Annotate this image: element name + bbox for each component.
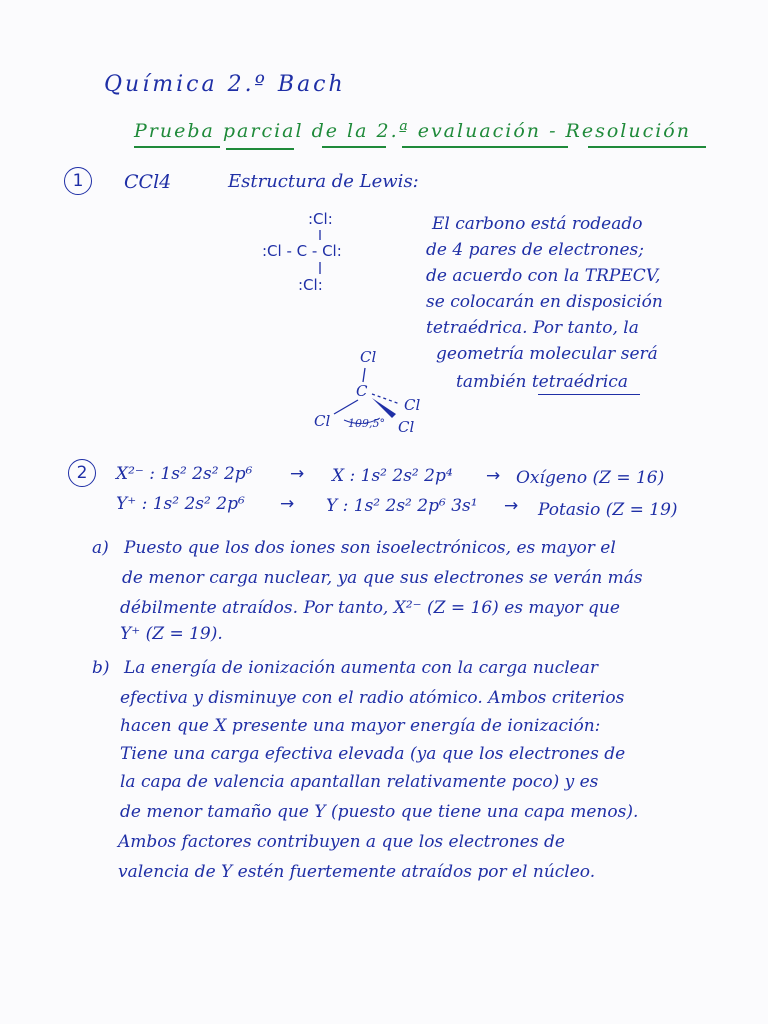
explanation-line: también tetraédrica [456,372,628,392]
explanation-line: tetraédrica. Por tanto, la [426,318,639,338]
lewis-middle: :Cl - C - Cl: [262,242,342,260]
explanation-line: se colocarán en disposición [426,292,663,312]
answer-line: débilmente atraídos. Por tanto, X²⁻ (Z = 16) es mayor que [120,598,620,618]
question-2-number: 2 [68,459,96,487]
answer-line: hacen que X presente una mayor energía de ionización: [120,716,601,736]
explanation-line: geometría molecular será [436,344,658,364]
q2-x-ion: X²⁻ : 1s² 2s² 2p⁶ [116,464,253,484]
q2-y-result: Potasio (Z = 19) [538,500,678,520]
explanation-line: de 4 pares de electrones; [426,240,644,260]
page-subtitle: Prueba parcial de la 2.ª evaluación - Resolución [134,120,691,142]
answer-line: Puesto que los dos iones son isoelectrónicos, es mayor el [124,538,616,558]
q2-y-element: Y : 1s² 2s² 2p⁶ 3s¹ [326,496,478,516]
answer-line: La energía de ionización aumenta con la carga nuclear [124,658,598,678]
arrow-icon: → [486,466,501,486]
geom-angle: 109,5° [348,417,385,430]
answer-line: Ambos factores contribuyen a que los electrones de [118,832,565,852]
question-1-number: 1 [64,167,92,195]
geom-cl-top: Cl [360,348,377,366]
geom-cl-bottom: Cl [398,418,415,436]
explanation-line: El carbono está rodeado [432,214,643,234]
answer-line: de menor carga nuclear, ya que sus electrones se verán más [122,568,643,588]
q1-formula: CCl4 [124,171,172,193]
answer-line: la capa de valencia apantallan relativamente poco) y es [120,772,599,792]
arrow-icon: → [504,496,519,516]
q2-x-result: Oxígeno (Z = 16) [516,468,665,488]
lewis-top: :Cl: [308,210,333,228]
page-title: Química 2.º Bach [104,72,346,97]
q2-y-ion: Y⁺ : 1s² 2s² 2p⁶ [116,494,245,514]
answer-line: Y⁺ (Z = 19). [120,624,223,644]
part-a-label: a) [92,538,109,558]
geom-cl-left: Cl [314,412,331,430]
answer-line: de menor tamaño que Y (puesto que tiene una capa menos). [120,802,639,822]
answer-line: valencia de Y estén fuertemente atraídos por el núcleo. [118,862,596,882]
arrow-icon: → [290,464,305,484]
q1-heading: Estructura de Lewis: [228,171,419,192]
answer-line: Tiene una carga efectiva elevada (ya que los electrones de [120,744,626,764]
arrow-icon: → [280,494,295,514]
geom-cl-right: Cl [404,396,421,414]
geom-c: C [356,382,368,400]
lewis-bottom: :Cl: [298,276,323,294]
answer-line: efectiva y disminuye con el radio atómico. Ambos criterios [120,688,625,708]
explanation-line: de acuerdo con la TRPECV, [426,266,661,286]
part-b-label: b) [92,658,110,678]
q2-x-element: X : 1s² 2s² 2p⁴ [332,466,453,486]
